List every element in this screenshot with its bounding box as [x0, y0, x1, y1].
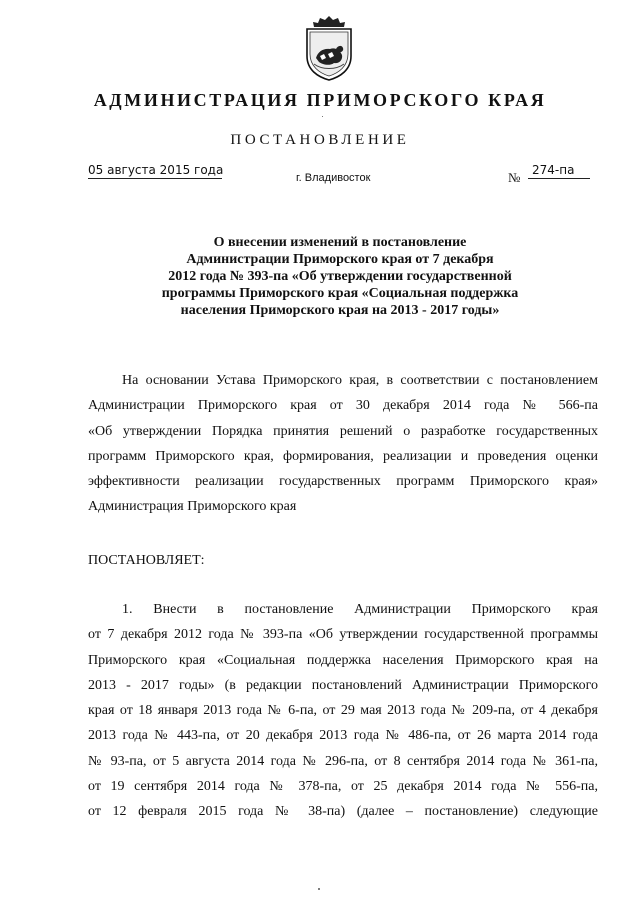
- text-line: эффективности реализации государственных программ Приморского края»: [88, 474, 598, 490]
- text-line: Администрация Приморского края: [88, 499, 297, 515]
- text-line: от 12 февраля 2015 года № 38-па) (далее – постановление) следующие: [88, 804, 598, 820]
- text-line: программ Приморского края, формирования, реализации и проведения оценки: [88, 448, 598, 464]
- text-line: 2013 года № 443-па, от 20 декабря 2013 года № 486-па, от 26 марта 2014 года: [88, 728, 598, 744]
- decorative-dot: [318, 888, 320, 890]
- document-date: 05 августа 2015 года: [88, 163, 224, 177]
- organization-title: АДМИНИСТРАЦИЯ ПРИМОРСКОГО КРАЯ: [93, 90, 547, 110]
- text-line: от 19 сентября 2014 года № 378-па, от 25 декабря 2014 года № 556-па,: [88, 779, 598, 795]
- text-line: 2013 - 2017 годы» (в редакции постановлений Администрации Приморского: [88, 677, 598, 693]
- text-line: края от 18 января 2013 года № 6-па, от 29 мая 2013 года № 209-па, от 4 декабря: [88, 703, 598, 719]
- text-line: Приморского края «Социальная поддержка населения Приморского края на: [88, 652, 598, 668]
- decorative-dot: [322, 116, 323, 117]
- document-city: г. Владивосток: [296, 172, 371, 184]
- text-line: «Об утверждении Порядка принятия решений о разработке государственных: [88, 423, 598, 439]
- subject-line: программы Приморского края «Социальная поддержка: [161, 286, 519, 301]
- coat-of-arms-icon: [302, 14, 356, 82]
- subject-line: О внесении изменений в постановление: [213, 235, 467, 250]
- document-subject: [120, 234, 560, 319]
- subject-line: 2012 года № 393-па «Об утверждении государственной: [168, 269, 512, 284]
- item-1-paragraph: [88, 597, 598, 825]
- subject-line: населения Приморского края на 2013 - 2017 годы»: [180, 303, 500, 318]
- resolves-heading: ПОСТАНОВЛЯЕТ:: [88, 553, 205, 568]
- text-line: Администрации Приморского края от 30 декабря 2014 года № 566-па: [88, 398, 598, 414]
- document-type: ПОСТАНОВЛЕНИЕ: [230, 132, 410, 148]
- number-sign: №: [508, 170, 521, 185]
- text-line: На основании Устава Приморского края, в соответствии с постановлением: [122, 373, 598, 388]
- text-line: № 93-па, от 5 августа 2014 года № 296-па, от 8 сентября 2014 года № 361-па,: [88, 753, 598, 769]
- text-line: 1. Внести в постановление Администрации Приморского края: [122, 602, 598, 617]
- preamble-paragraph: [88, 368, 598, 520]
- text-line: от 7 декабря 2012 года № 393-па «Об утверждении государственной программы: [88, 627, 598, 643]
- subject-line: Администрации Приморского края от 7 декабря: [186, 252, 494, 267]
- document-number: 274-па: [528, 163, 590, 179]
